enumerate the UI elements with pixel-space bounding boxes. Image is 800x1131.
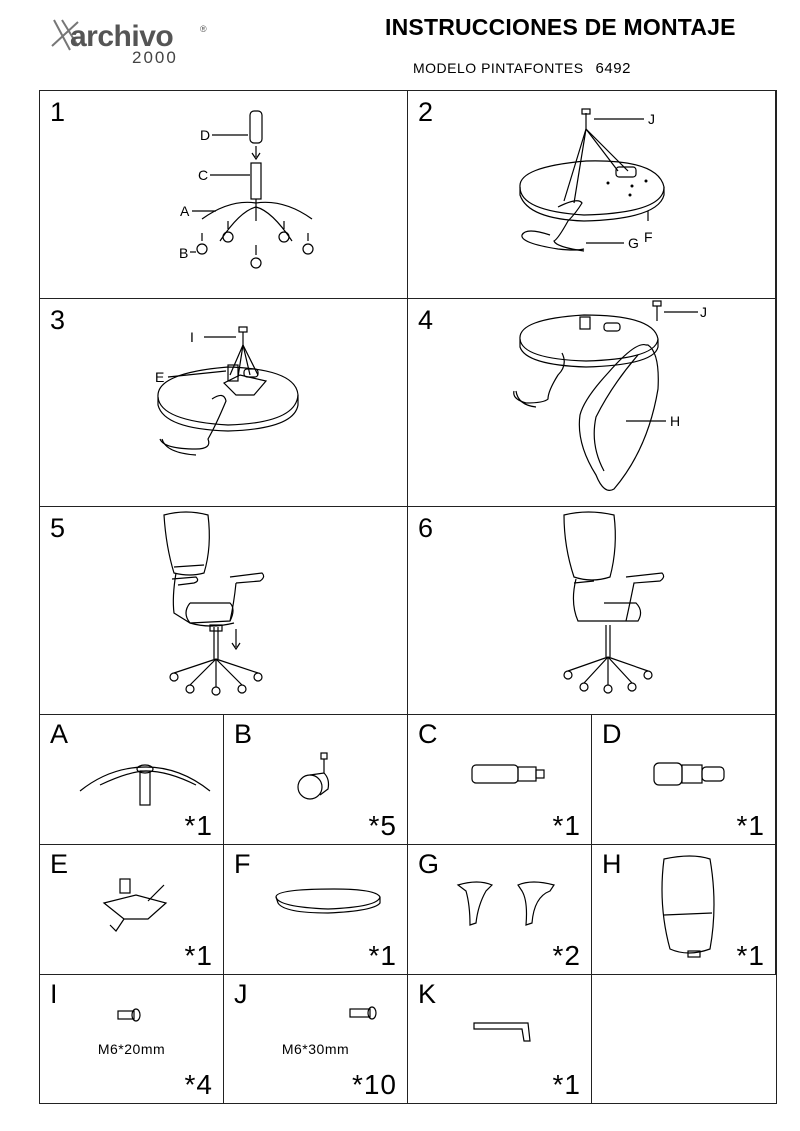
step-number: 3 (50, 305, 66, 335)
model-line (413, 60, 631, 77)
screw-spec: M6*20mm (97, 1041, 166, 1057)
quantity: *1 (552, 1069, 581, 1100)
step-3-illustration (40, 299, 408, 507)
screw-spec: M6*30mm (281, 1041, 350, 1057)
brand-logo (48, 12, 248, 68)
label-f: F (644, 229, 653, 245)
part-letter: C (418, 719, 438, 749)
step-6-illustration (408, 507, 776, 715)
step-6-panel (408, 507, 776, 715)
step-2-illustration (408, 91, 776, 299)
part-b-cell (224, 715, 408, 845)
quantity: *1 (184, 940, 213, 971)
part-letter: G (418, 849, 440, 879)
step-number: 2 (418, 97, 434, 127)
step-2-panel (408, 91, 776, 299)
quantity: *1 (552, 810, 581, 841)
step-4-illustration (408, 299, 776, 507)
quantity: *1 (736, 940, 765, 971)
label-j: J (700, 304, 707, 320)
part-letter: F (234, 849, 251, 879)
label-e: E (155, 369, 165, 385)
label-d: D (200, 127, 211, 143)
step-number: 6 (418, 513, 434, 543)
label-h: H (670, 413, 681, 429)
step-1-illustration (40, 91, 408, 299)
empty-cell (592, 975, 776, 1103)
part-letter: K (418, 979, 437, 1009)
quantity: *4 (184, 1069, 213, 1100)
part-letter: B (234, 719, 253, 749)
part-k-cell (408, 975, 592, 1103)
label-i: I (190, 329, 194, 345)
part-j-cell (224, 975, 408, 1103)
part-i-cell (40, 975, 224, 1103)
quantity: *1 (368, 940, 397, 971)
step-number: 5 (50, 513, 66, 543)
logo-registered-mark: ® (200, 24, 207, 34)
part-letter: D (602, 719, 622, 749)
quantity: *2 (552, 940, 581, 971)
quantity: *1 (184, 810, 213, 841)
label-c: C (198, 167, 209, 183)
label-j: J (648, 111, 655, 127)
instruction-grid (39, 90, 777, 1104)
part-letter: I (50, 979, 58, 1009)
quantity: *1 (736, 810, 765, 841)
part-a-cell (40, 715, 224, 845)
part-h-cell (592, 845, 776, 975)
part-f-cell (224, 845, 408, 975)
label-b: B (179, 245, 189, 261)
page-title: INSTRUCCIONES DE MONTAJE (385, 14, 736, 40)
step-1-panel (40, 91, 408, 299)
quantity: *5 (368, 810, 397, 841)
label-g: G (628, 235, 639, 251)
logo-wordmark: archivo (70, 20, 174, 53)
part-letter: H (602, 849, 622, 879)
part-letter: A (50, 719, 69, 749)
part-g-cell (408, 845, 592, 975)
part-d-cell (592, 715, 776, 845)
step-4-panel (408, 299, 776, 507)
label-a: A (180, 203, 190, 219)
step-number: 4 (418, 305, 434, 335)
part-e-cell (40, 845, 224, 975)
step-3-panel (40, 299, 408, 507)
step-5-illustration (40, 507, 408, 715)
step-number: 1 (50, 97, 66, 127)
step-5-panel (40, 507, 408, 715)
logo-number: 2000 (132, 48, 178, 67)
part-letter: J (234, 979, 248, 1009)
model-number: 6492 (595, 60, 631, 77)
quantity: *10 (351, 1069, 397, 1100)
part-letter: E (50, 849, 69, 879)
part-c-cell (408, 715, 592, 845)
model-label: MODELO PINTAFONTES (413, 60, 584, 76)
